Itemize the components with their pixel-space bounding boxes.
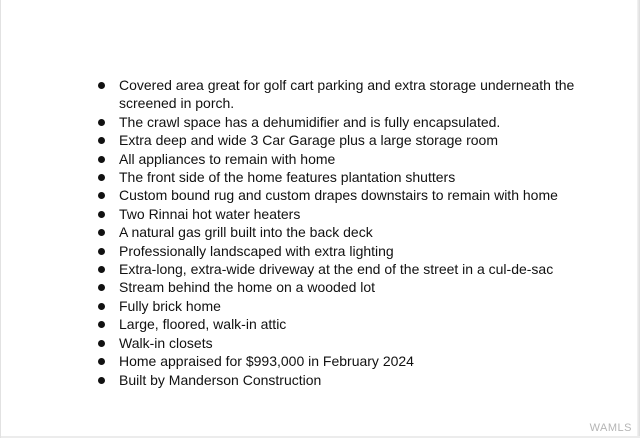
list-item-text: Home appraised for $993,000 in February 2024	[119, 353, 414, 370]
bullet-icon	[98, 340, 105, 347]
list-item	[1, 150, 601, 168]
list-item	[1, 371, 601, 389]
list-item	[1, 278, 601, 296]
list-item	[1, 168, 601, 186]
list-item	[1, 113, 601, 131]
list-item-text: Two Rinnai hot water heaters	[119, 205, 301, 222]
list-item-text: Extra-long, extra-wide driveway at the end of the street in a cul-de-sac	[119, 261, 554, 278]
bullet-icon	[98, 156, 105, 163]
bullet-icon	[98, 358, 105, 365]
list-item	[1, 223, 601, 241]
list-item-text: Large, floored, walk-in attic	[119, 316, 287, 333]
list-item-text: A natural gas grill built into the back deck	[119, 224, 373, 241]
bullet-icon	[98, 137, 105, 144]
bullet-icon	[98, 303, 105, 310]
list-item-text: Fully brick home	[119, 297, 221, 314]
list-item	[1, 242, 601, 260]
bullet-icon	[98, 82, 105, 89]
list-item-text: The front side of the home features plantation shutters	[119, 169, 456, 186]
list-item-text: Walk-in closets	[119, 334, 213, 351]
list-item-text: Stream behind the home on a wooded lot	[119, 279, 376, 296]
list-item-text: Built by Manderson Construction	[119, 371, 322, 388]
list-item-text: The crawl space has a dehumidifier and is fully encapsulated.	[119, 113, 501, 130]
list-item	[1, 76, 601, 113]
list-item	[1, 260, 601, 278]
bullet-icon	[98, 377, 105, 384]
list-item-text: Professionally landscaped with extra lighting	[119, 242, 394, 259]
list-item-text: Custom bound rug and custom drapes downstairs to remain with home	[119, 187, 558, 204]
bullet-icon	[98, 229, 105, 236]
bullet-icon	[98, 174, 105, 181]
list-item-text: All appliances to remain with home	[119, 150, 336, 167]
list-item	[1, 205, 601, 223]
list-item	[1, 131, 601, 149]
list-item	[1, 186, 601, 204]
bullet-icon	[98, 284, 105, 291]
list-item	[1, 315, 601, 333]
list-item	[1, 334, 601, 352]
bullet-icon	[98, 248, 105, 255]
bullet-icon	[98, 266, 105, 273]
bullet-icon	[98, 211, 105, 218]
list-item-text: Covered area great for golf cart parking and extra storage underneath the screened in porch.	[119, 77, 575, 112]
bullet-icon	[98, 321, 105, 328]
list-item-text: Extra deep and wide 3 Car Garage plus a large storage room	[119, 132, 498, 149]
list-item	[1, 297, 601, 315]
bullet-icon	[98, 192, 105, 199]
bullet-icon	[98, 119, 105, 126]
feature-list	[1, 76, 601, 389]
watermark-label: WAMLS	[589, 422, 632, 434]
list-item	[1, 352, 601, 370]
